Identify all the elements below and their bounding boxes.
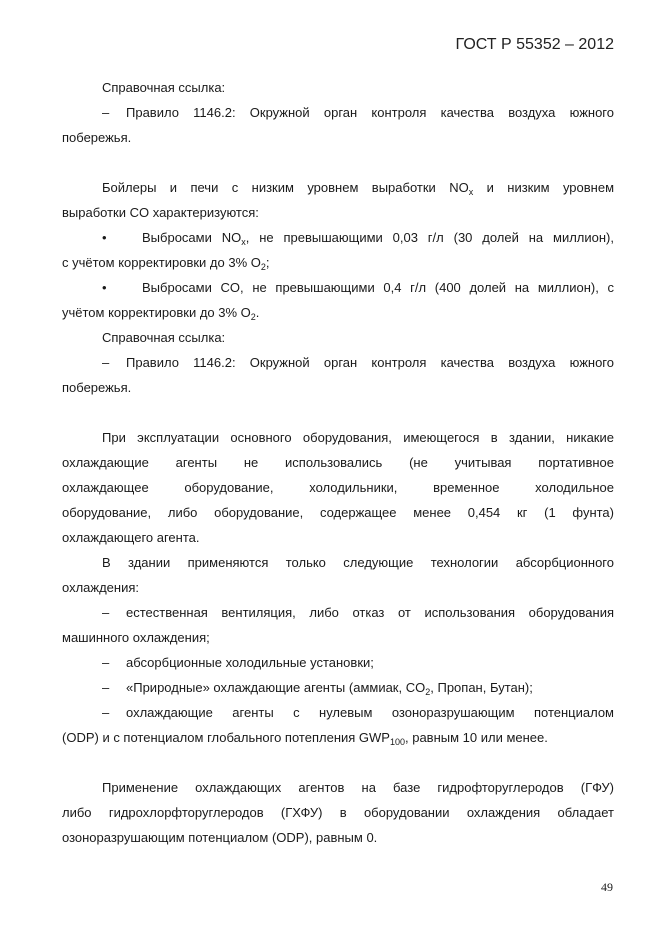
bullet-marker: •: [102, 280, 107, 295]
dash-marker: –: [102, 705, 110, 720]
exploitation-paragraph-line: оборудование, либо оборудование, содержащее менее 0,454 кг (1 фунта): [62, 505, 614, 520]
list-item: – естественная вентиляция, либо отказ от использования оборудования: [62, 600, 614, 625]
bullet-item-nox-cont: с учётом корректировки до 3% $O_2$;: [62, 255, 270, 272]
reference-text-cont: побережья.: [62, 380, 132, 395]
dash-marker: –: [102, 655, 110, 670]
reference-item: [62, 100, 614, 125]
exploitation-paragraph-line: охлаждающее оборудование, холодильники, временное холодильное: [62, 480, 614, 495]
exploitation-paragraph-line: При эксплуатации основного оборудования, имеющегося в здании, никакие: [102, 430, 614, 445]
dash-marker: –: [102, 105, 110, 120]
document-body: [62, 75, 614, 850]
bullet-item-nox: • Выбросами $NO_x$, не превышающими 0,03 г/л (30 долей на миллион),: [62, 225, 614, 250]
boilers-paragraph-line: Бойлеры и печи с низким уровнем выработки $NO_x$ и низким уровнем: [102, 180, 615, 197]
dash-marker: –: [102, 355, 110, 370]
reference-text: Правило 1146.2: Окружной орган контроля качества воздуха южного: [126, 105, 614, 120]
hfc-paragraph-line: либо гидрохлорфторуглеродов (ГХФУ) в оборудовании охлаждения обладает: [62, 805, 614, 820]
list-item: – абсорбционные холодильные установки;: [62, 650, 614, 675]
reference-text: Правило 1146.2: Окружной орган контроля качества воздуха южного: [126, 355, 614, 370]
hfc-paragraph-line: озоноразрушающим потенциалом (ODP), равным 0.: [62, 830, 378, 845]
document-header: ГОСТ Р 55352 – 2012: [455, 36, 614, 53]
dash-marker: –: [102, 605, 110, 620]
exploitation-paragraph-line: охлаждающие агенты не использовались (не учитывая портативное: [62, 455, 614, 470]
boilers-paragraph-line: выработки CO характеризуются:: [62, 205, 259, 220]
page-number: 49: [601, 880, 613, 894]
reference-text-cont: побережья.: [62, 130, 132, 145]
technologies-paragraph-line: В здании применяются только следующие технологии абсорбционного: [102, 555, 614, 570]
reference-label: Справочная ссылка:: [102, 80, 226, 95]
exploitation-paragraph-line: охлаждающего агента.: [62, 530, 200, 545]
dash-marker: –: [102, 680, 110, 695]
technologies-paragraph-line: охлаждения:: [62, 580, 140, 595]
reference-label: Справочная ссылка:: [102, 330, 226, 345]
list-item: – «Природные» охлаждающие агенты (аммиак, $CO_2$, Пропан, Бутан);: [62, 675, 614, 700]
bullet-item-co: • Выбросами CO, не превышающими 0,4 г/л (400 долей на миллион), с: [62, 275, 614, 300]
list-item-cont: машинного охлаждения;: [62, 630, 210, 645]
bullet-item-co-cont: учётом корректировки до 3% $O_2$.: [62, 305, 260, 322]
hfc-paragraph-line: Применение охлаждающих агентов на базе гидрофторуглеродов (ГФУ): [102, 780, 614, 795]
bullet-marker: •: [102, 230, 107, 245]
reference-item: [62, 350, 614, 375]
list-item-cont: (ODP) и с потенциалом глобального потепления $GWP_{100}$, равным 10 или менее.: [62, 730, 548, 747]
list-item: – охлаждающие агенты с нулевым озоноразрушающим потенциалом: [62, 700, 614, 725]
